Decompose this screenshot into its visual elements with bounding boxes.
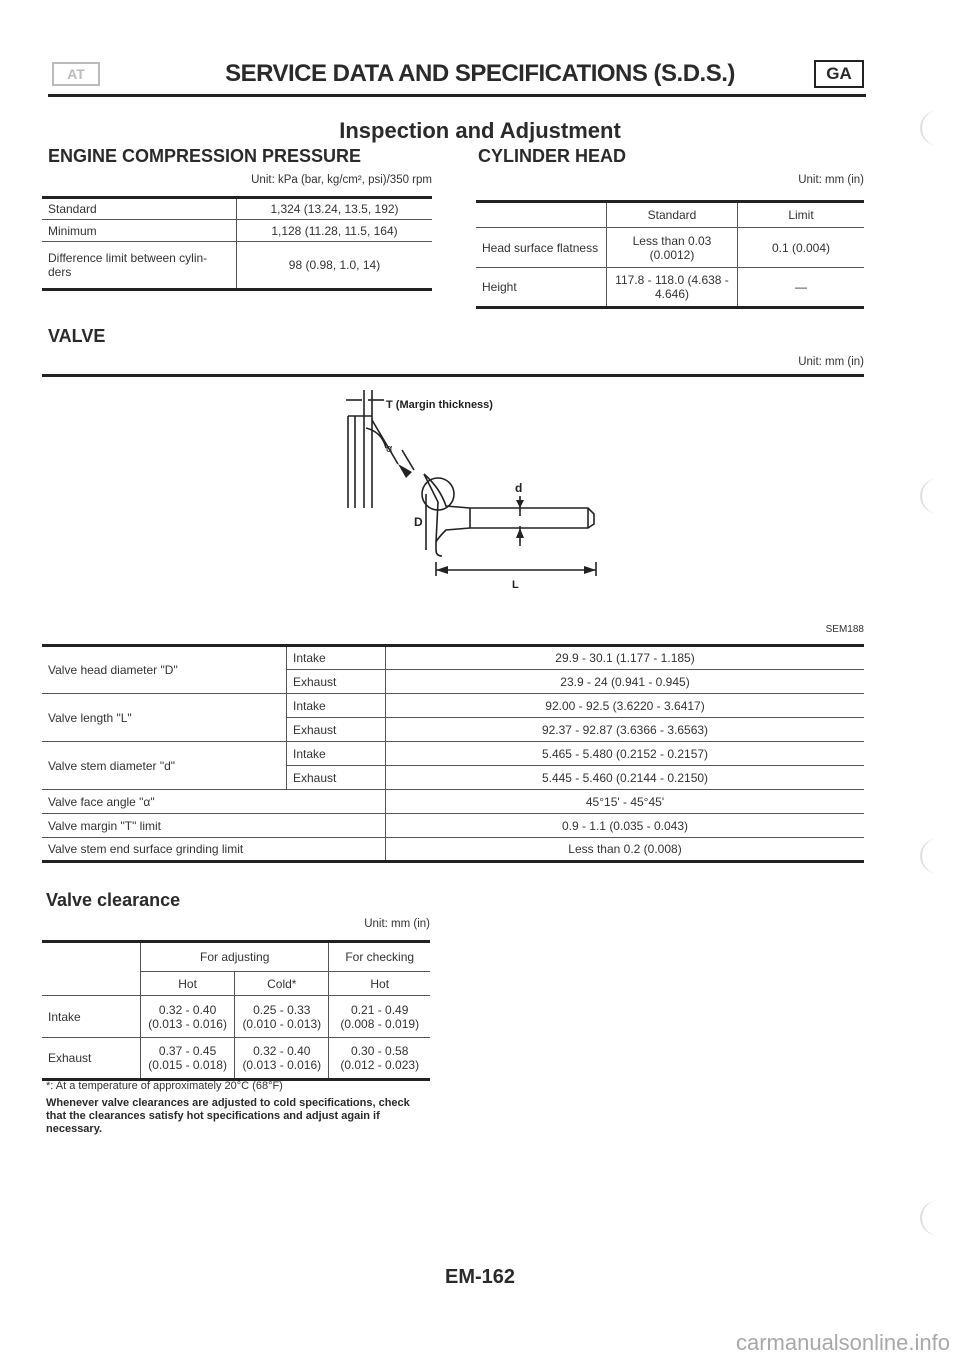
- valve-rule: [42, 374, 864, 377]
- margin-thickness-label: T (Margin thickness): [386, 399, 493, 411]
- table-row: [42, 220, 432, 242]
- row-value: 45°15' - 45°45': [386, 790, 865, 814]
- valve-title: VALVE: [48, 326, 106, 346]
- col-standard: Standard: [607, 202, 738, 228]
- section-tag-right: GA: [814, 60, 864, 88]
- table-row: [476, 228, 864, 268]
- group-label: Valve length "L": [42, 694, 287, 742]
- clearance-footnote: *: At a temperature of approximately 20°C (68°F): [46, 1080, 283, 1092]
- sub-hot-check: Hot: [329, 972, 430, 996]
- row-value: 29.9 - 30.1 (1.177 - 1.185): [386, 646, 865, 670]
- row-label: Exhaust: [42, 1038, 141, 1080]
- compression-unit: Unit: kPa (bar, kg/cm², psi)/350 rpm: [251, 174, 432, 186]
- sub-label: Intake: [287, 742, 386, 766]
- table-row: [42, 790, 864, 814]
- valve-unit: Unit: mm (in): [798, 356, 864, 368]
- row-label: Head surface flatness: [476, 228, 607, 268]
- clearance-title: Valve clearance: [46, 890, 181, 910]
- table-row: [42, 694, 864, 718]
- page-number: EM-162: [444, 1266, 516, 1288]
- binder-hole-mark: [920, 1200, 958, 1236]
- table-row: [42, 1038, 430, 1080]
- valve-diagram: [0, 378, 960, 638]
- table-row: [42, 996, 430, 1038]
- table-row: [476, 202, 864, 228]
- section-tag-left: AT: [52, 62, 100, 86]
- L-label: L: [512, 579, 519, 591]
- table-row: [42, 742, 864, 766]
- row-value: 92.00 - 92.5 (3.6220 - 3.6417): [386, 694, 865, 718]
- group-label: Valve head diameter "D": [42, 646, 287, 694]
- row-label: Difference limit between cylin-ders: [42, 242, 237, 290]
- cylinder-head-unit: Unit: mm (in): [798, 174, 864, 186]
- row-value: 98 (0.98, 1.0, 14): [237, 242, 433, 290]
- row-value: 1,324 (13.24, 13.5, 192): [237, 198, 433, 220]
- table-row: [42, 838, 864, 862]
- row-limit: —: [738, 268, 865, 308]
- cell-check: 0.30 - 0.58 (0.012 - 0.023): [329, 1038, 430, 1080]
- sub-label: Exhaust: [287, 718, 386, 742]
- row-value: 23.9 - 24 (0.941 - 0.945): [386, 670, 865, 694]
- row-value: 92.37 - 92.87 (3.6366 - 3.6563): [386, 718, 865, 742]
- D-label: D: [414, 515, 423, 529]
- row-standard: 117.8 - 118.0 (4.638 - 4.646): [607, 268, 738, 308]
- binder-hole-mark: [920, 838, 958, 874]
- row-label: Valve face angle "α": [42, 790, 386, 814]
- d-label: d: [515, 481, 523, 495]
- col-adjusting: For adjusting: [141, 942, 329, 972]
- row-label: Height: [476, 268, 607, 308]
- row-label: Intake: [42, 996, 141, 1038]
- cylinder-head-table: [476, 200, 864, 309]
- clearance-warning: Whenever valve clearances are adjusted to cold specifications, check that the clearances satisfy hot specifications and adjust again if necessary.: [46, 1097, 410, 1135]
- cell-hot: 0.32 - 0.40 (0.013 - 0.016): [141, 996, 235, 1038]
- binder-hole-mark: [920, 110, 958, 146]
- clearance-unit: Unit: mm (in): [364, 918, 430, 930]
- sub-label: Exhaust: [287, 670, 386, 694]
- table-row: [42, 242, 432, 290]
- sub-label: Intake: [287, 646, 386, 670]
- row-limit: 0.1 (0.004): [738, 228, 865, 268]
- section-heading: Inspection and Adjustment: [339, 118, 621, 143]
- group-label: Valve stem diameter "d": [42, 742, 287, 790]
- header-rule: [48, 94, 866, 97]
- sub-label: Intake: [287, 694, 386, 718]
- cell-check: 0.21 - 0.49 (0.008 - 0.019): [329, 996, 430, 1038]
- row-label: Standard: [42, 198, 237, 220]
- col-limit: Limit: [738, 202, 865, 228]
- cell-hot: 0.37 - 0.45 (0.015 - 0.018): [141, 1038, 235, 1080]
- compression-title: ENGINE COMPRESSION PRESSURE: [48, 146, 362, 166]
- page-header-title: SERVICE DATA AND SPECIFICATIONS (S.D.S.): [225, 60, 735, 87]
- sub-label: Exhaust: [287, 766, 386, 790]
- sub-cold: Cold*: [235, 972, 329, 996]
- valve-table: [42, 644, 864, 863]
- table-row: [42, 814, 864, 838]
- table-row: [42, 646, 864, 670]
- watermark-text: carmanualsonline.info: [735, 1330, 950, 1355]
- row-label: Valve margin "T" limit: [42, 814, 386, 838]
- sub-hot: Hot: [141, 972, 235, 996]
- binder-hole-mark: [920, 478, 958, 514]
- cylinder-head-title: CYLINDER HEAD: [478, 146, 627, 166]
- table-row: [476, 268, 864, 308]
- row-value: Less than 0.2 (0.008): [386, 838, 865, 862]
- table-row: [42, 942, 430, 972]
- row-standard: Less than 0.03 (0.0012): [607, 228, 738, 268]
- cell-cold: 0.32 - 0.40 (0.013 - 0.016): [235, 1038, 329, 1080]
- clearance-table: [42, 940, 430, 1081]
- row-value: 5.445 - 5.460 (0.2144 - 0.2150): [386, 766, 865, 790]
- row-value: 1,128 (11.28, 11.5, 164): [237, 220, 433, 242]
- table-row: [42, 198, 432, 220]
- row-value: 5.465 - 5.480 (0.2152 - 0.2157): [386, 742, 865, 766]
- figure-code: SEM188: [825, 624, 864, 635]
- alpha-label: α: [386, 443, 393, 455]
- row-label: Minimum: [42, 220, 237, 242]
- compression-table: [42, 196, 432, 291]
- row-label: Valve stem end surface grinding limit: [42, 838, 386, 862]
- row-value: 0.9 - 1.1 (0.035 - 0.043): [386, 814, 865, 838]
- col-checking: For checking: [329, 942, 430, 972]
- cell-cold: 0.25 - 0.33 (0.010 - 0.013): [235, 996, 329, 1038]
